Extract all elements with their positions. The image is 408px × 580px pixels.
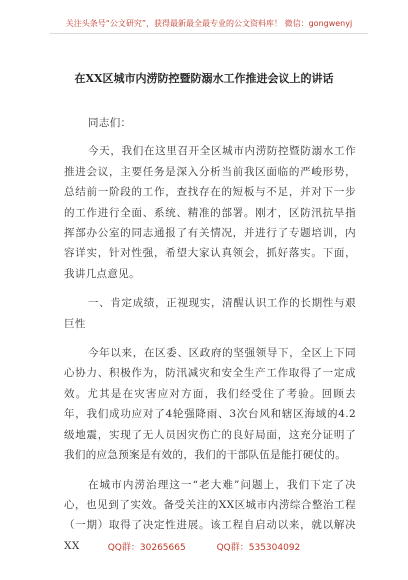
section-heading: 一、肯定成绩，正视现实，清醒认识工作的长期性与艰巨性 (64, 297, 356, 330)
document-body (64, 113, 356, 556)
footer-contacts (0, 540, 408, 553)
paragraph: 在城市内涝治理这一“老大难”问题上，我们下定了决心，也见到了实效。备受关注的XX区城市内涝综合整治工程（一期）取得了决定性进展。该工程自启动以来，就以解决XX (64, 478, 356, 552)
footer-qq-group-1: QQ群：30265665 (107, 543, 186, 553)
header-promo: 关注头条号“公文研究”，获得最新最全最专业的公文资料库！ 微信：gongwenyj (65, 19, 353, 28)
footer-qq-group-2: QQ群：535304092 (216, 543, 301, 553)
paragraph: 今天，我们在这里召开全区城市内涝防控暨防溺水工作推进会议，主要任务是深入分析当前我区面临的严峻形势，总结前一阶段的工作，查找存在的短板与不足，并对下一步的工作进行全面、系统、精准的部署。刚才，区防汛抗旱指挥部办公室的同志通报了有关情况，并进行了专题培训，内容详实，针对性强，希望大家认真领会，抓好落实。下面，我讲几点意见。 (64, 145, 356, 280)
salutation: 同志们： (88, 117, 132, 129)
document-title: 在XX区城市内涝防控暨防溺水工作推进会议上的讲话 (74, 72, 334, 85)
paragraph: 今年以来，在区委、区政府的坚强领导下，全区上下同心协力、积极作为，防汛减灾和安全生产工作取得了一定成效。尤其是在灾害应对方面，我们经受住了考验。回顾去年，我们成功应对了4轮强降雨、3次台风和辖区海域的4.2级地震，实现了无人员因灾伤亡的良好局面，这充分证明了我们的应急预案是有效的，我们的干部队伍是能打硬仗的。 (64, 347, 356, 462)
header-divider (50, 33, 368, 34)
